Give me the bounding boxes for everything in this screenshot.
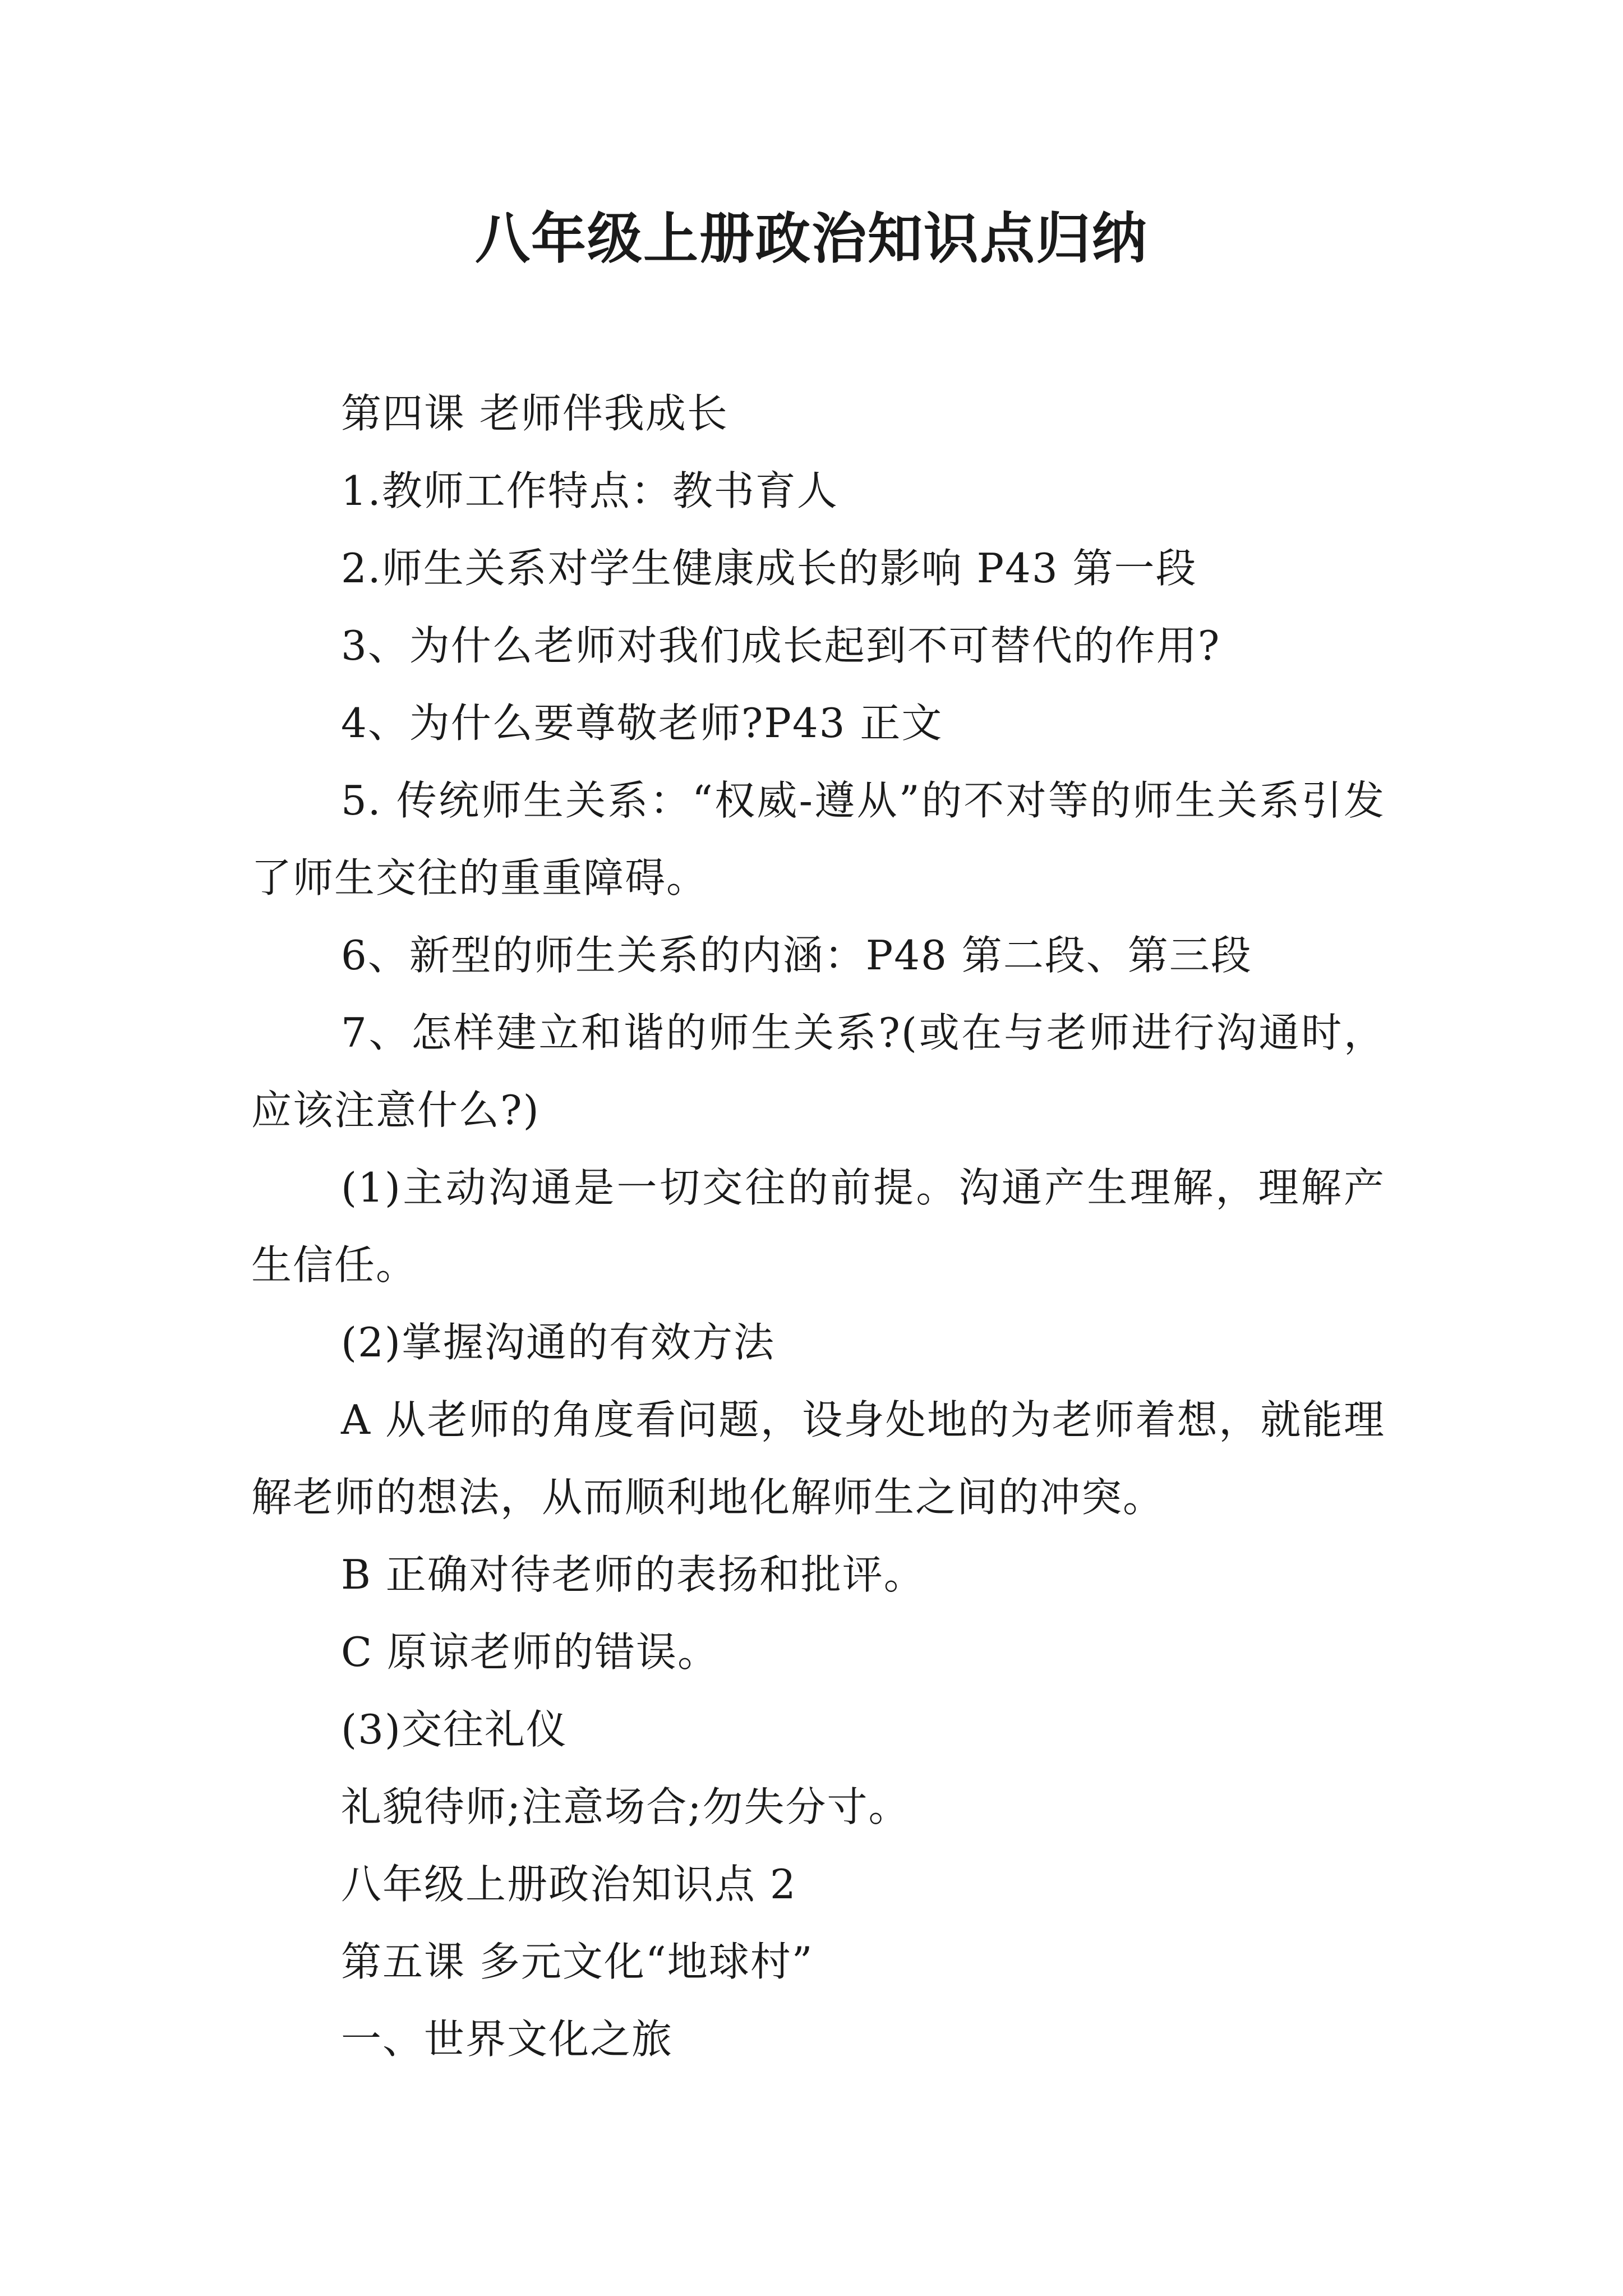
paragraph: 第五课 多元文化“地球村” bbox=[341, 1938, 814, 1985]
paragraph: 6、新型的师生关系的内涵：P48 第二段、第三段 bbox=[341, 932, 1252, 979]
paragraph: C 原谅老师的错误。 bbox=[341, 1628, 719, 1676]
paragraph: A 从老师的角度看问题，设身处地的为老师着想，就能理解老师的想法，从而顺利地化解师生之间的冲突。 bbox=[251, 1396, 1385, 1521]
paragraph: 八年级上册政治知识点 2 bbox=[341, 1861, 797, 1908]
paragraph: 5. 传统师生关系：“权威-遵从”的不对等的师生关系引发了师生交往的重重障碍。 bbox=[251, 777, 1385, 901]
paragraph: 7、怎样建立和谐的师生关系?(或在与老师进行沟通时，应该注意什么?) bbox=[251, 1009, 1385, 1134]
paragraph: 3、为什么老师对我们成长起到不可替代的作用? bbox=[341, 622, 1221, 669]
paragraph: 2.师生关系对学生健康成长的影响 P43 第一段 bbox=[341, 545, 1197, 592]
document-title: 八年级上册政治知识点归纳 bbox=[474, 206, 1148, 271]
paragraph: 4、为什么要尊敬老师?P43 正文 bbox=[341, 700, 943, 747]
paragraph: 一、世界文化之旅 bbox=[341, 2016, 674, 2063]
paragraph: 礼貌待师;注意场合;勿失分寸。 bbox=[341, 1783, 910, 1830]
paragraph: 1.教师工作特点：教书育人 bbox=[341, 467, 838, 514]
paragraph: (2)掌握沟通的有效方法 bbox=[341, 1319, 775, 1366]
paragraph: 第四课 老师伴我成长 bbox=[341, 390, 728, 437]
paragraph: (1)主动沟通是一切交往的前提。沟通产生理解，理解产生信任。 bbox=[251, 1164, 1385, 1289]
paragraph: B 正确对待老师的表扬和批评。 bbox=[341, 1551, 925, 1598]
document-body bbox=[251, 375, 1385, 2078]
paragraph: (3)交往礼仪 bbox=[341, 1706, 568, 1753]
